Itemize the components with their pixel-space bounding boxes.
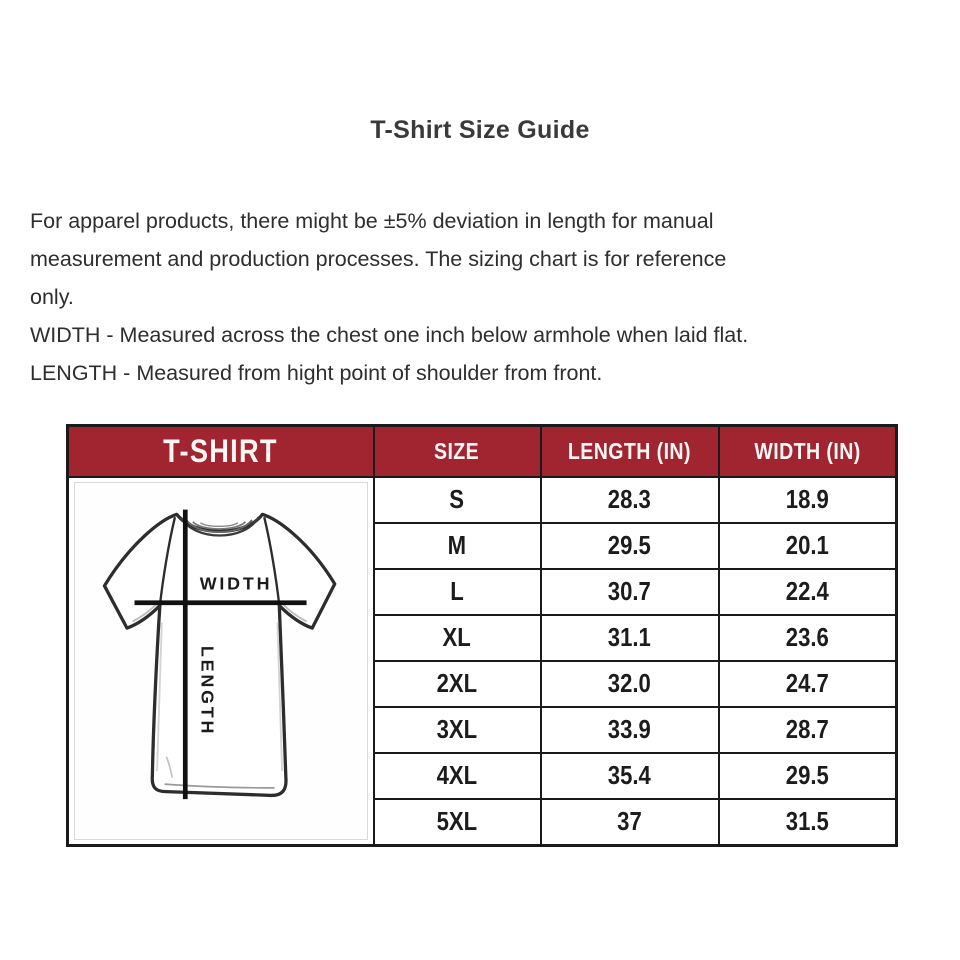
width-cell [719, 615, 897, 661]
page-title: T-Shirt Size Guide [370, 116, 590, 144]
width-value: 18.9 [785, 484, 829, 515]
length-value: 31.1 [607, 622, 652, 653]
column-header-length [541, 426, 719, 477]
width-cell [719, 799, 897, 845]
intro-line: only. [30, 285, 74, 309]
width-label: WIDTH [199, 573, 273, 594]
length-column-label: LENGTH (IN) [567, 437, 692, 464]
width-value: 23.6 [785, 622, 829, 653]
width-cell [719, 661, 897, 707]
product-header-cell [68, 426, 374, 477]
table-header-row [68, 426, 897, 477]
length-label: LENGTH [197, 645, 218, 736]
table-row [68, 477, 897, 523]
width-definition: WIDTH - Measured across the chest one inch below armhole when laid flat. [30, 323, 749, 347]
width-value: 31.5 [785, 806, 829, 837]
width-value: 20.1 [785, 530, 829, 561]
size-cell [374, 477, 541, 523]
width-cell [719, 707, 897, 753]
length-cell [541, 799, 719, 845]
length-value: 28.3 [607, 484, 652, 515]
length-cell [541, 615, 719, 661]
size-table-container [66, 424, 898, 847]
column-header-width [719, 426, 897, 477]
length-cell [541, 753, 719, 799]
width-value: 29.5 [785, 760, 829, 791]
size-value: 4XL [436, 760, 478, 791]
size-column-label: SIZE [434, 437, 480, 464]
intro-line: measurement and production processes. The sizing chart is for reference [30, 247, 727, 271]
size-cell [374, 523, 541, 569]
length-cell [541, 707, 719, 753]
width-value: 28.7 [785, 714, 829, 745]
length-value: 29.5 [607, 530, 652, 561]
tshirt-illustration [74, 482, 368, 840]
size-value: L [450, 576, 464, 607]
tshirt-illustration-cell [68, 477, 374, 846]
column-header-size [374, 426, 541, 477]
width-cell [719, 477, 897, 523]
length-value: 35.4 [607, 760, 652, 791]
intro-line: For apparel products, there might be ±5% deviation in length for manual [30, 209, 714, 233]
width-cell [719, 569, 897, 615]
length-definition: LENGTH - Measured from hight point of shoulder from front. [30, 361, 603, 385]
size-cell [374, 799, 541, 845]
size-table [66, 424, 898, 847]
size-value: 3XL [436, 714, 478, 745]
size-cell [374, 615, 541, 661]
length-cell [541, 569, 719, 615]
length-cell [541, 523, 719, 569]
length-cell [541, 661, 719, 707]
size-cell [374, 707, 541, 753]
size-value: XL [442, 622, 472, 653]
size-value: S [449, 484, 465, 515]
width-cell [719, 523, 897, 569]
length-value: 37 [617, 806, 642, 837]
size-cell [374, 753, 541, 799]
product-label: T-SHIRT [163, 432, 279, 469]
size-cell [374, 569, 541, 615]
length-value: 33.9 [607, 714, 652, 745]
tshirt-drawing-icon [80, 486, 362, 836]
width-column-label: WIDTH (IN) [754, 437, 861, 464]
length-value: 32.0 [607, 668, 652, 699]
size-value: 2XL [436, 668, 478, 699]
width-value: 24.7 [785, 668, 829, 699]
length-value: 30.7 [607, 576, 652, 607]
width-value: 22.4 [785, 576, 829, 607]
width-cell [719, 753, 897, 799]
intro-text [30, 202, 920, 392]
length-cell [541, 477, 719, 523]
size-cell [374, 661, 541, 707]
size-value: M [447, 530, 467, 561]
size-value: 5XL [436, 806, 478, 837]
